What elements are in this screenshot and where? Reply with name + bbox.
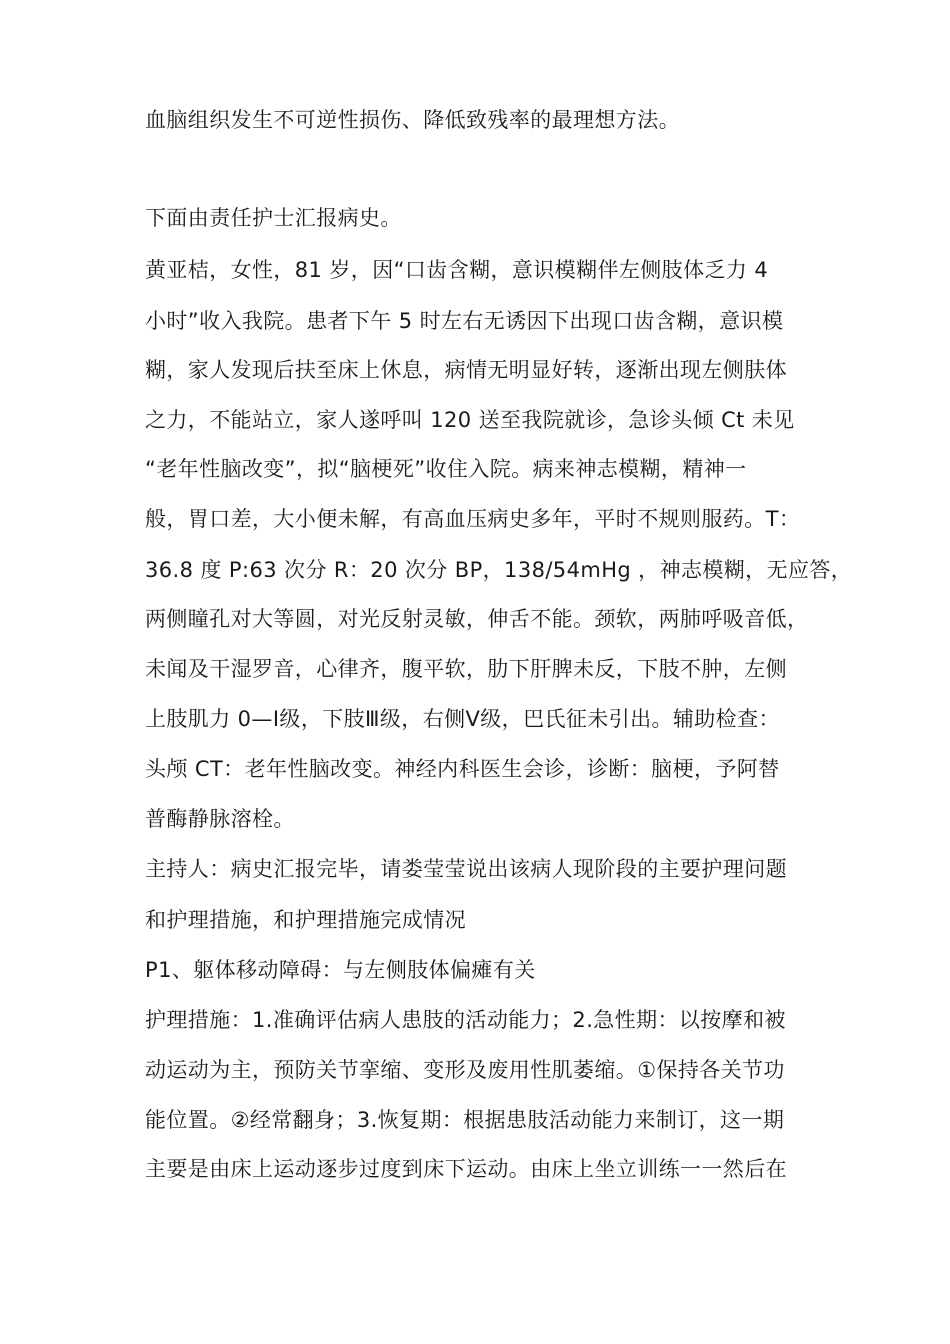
- text-line: 能位置。②经常翻身；3.恢复期：根据患肢活动能力来制订，这一期: [145, 1108, 785, 1132]
- text-line: 般，胃口差，大小便未解，有高血压病史多年，平时不规则服药。T：: [145, 507, 801, 531]
- text-line: 黄亚桔，女性，81 岁，因“口齿含糊，意识模糊伴左侧肢体乏力 4: [145, 258, 769, 282]
- text-line: 主要是由床上运动逐步过度到床下运动。由床上坐立训练一一然后在: [145, 1157, 787, 1181]
- text-line: P1、躯体移动障碍：与左侧肢体偏瘫有关: [145, 958, 536, 982]
- text-line: 血脑组织发生不可逆性损伤、降低致残率的最理想方法。: [145, 108, 680, 132]
- text-line: 小时”收入我院。患者下午 5 时左右无诱因下出现口齿含糊，意识模: [145, 309, 784, 333]
- text-line: 和护理措施，和护理措施完成情况: [145, 908, 466, 932]
- text-line: 糊，家人发现后扶至床上休息，病情无明显好转，逐渐出现左侧肤体: [145, 358, 787, 382]
- text-line: 之力，不能站立，家人遂呼叫 120 送至我院就诊，急诊头倾 Ct 未见: [145, 408, 795, 432]
- text-line: 未闻及干湿罗音，心律齐，腹平软，肋下肝脾未反，下肢不肿，左侧: [145, 657, 787, 681]
- text-line: 动运动为主，预防关节挛缩、变形及废用性肌萎缩。①保持各关节功: [145, 1058, 785, 1082]
- text-line: 主持人：病史汇报完毕，请娄莹莹说出该病人现阶段的主要护理问题: [145, 857, 787, 881]
- text-line: 普酶静脉溶栓。: [145, 807, 295, 831]
- text-line: 上肢肌力 0—Ⅰ级，下肢Ⅲ级，右侧Ⅴ级，巴氏征未引出。辅助检查：: [145, 707, 780, 731]
- text-line: 头颅 CT：老年性脑改变。神经内科医生会诊，诊断：脑梗，予阿替: [145, 757, 780, 781]
- text-line: 下面由责任护士汇报病史。: [145, 206, 402, 230]
- text-line: “老年性脑改变”，拟“脑梗死”收住入院。病来神志模糊，精神一: [145, 457, 747, 481]
- text-line: 两侧瞳孔对大等圆，对光反射灵敏，伸舌不能。颈软，两肺呼吸音低，: [145, 607, 809, 631]
- text-line: 36.8 度 P:63 次分 R：20 次分 BP，138/54mHg ，神志模糊，无应答，: [145, 558, 853, 582]
- text-line: 护理措施：1.准确评估病人患肢的活动能力；2.急性期：以按摩和被: [145, 1008, 786, 1032]
